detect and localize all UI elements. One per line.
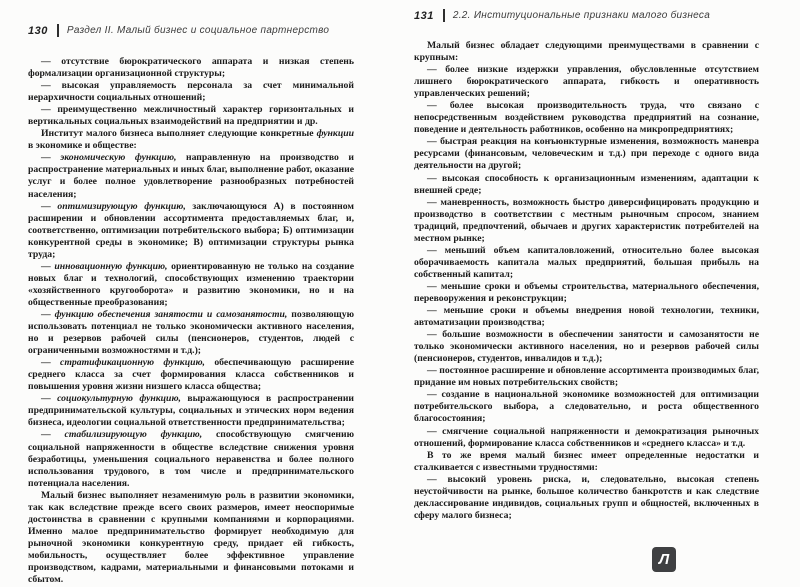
paragraph [28,56,354,80]
page-number-right: 131 [414,9,434,22]
text-run: — высокий уровень риска, и, следовательно, высокая степень неустойчивости на рынке, большое количество банкротств и как следствие деклассирование индивидов, социальных групп и общностей, включенных в сферу малого бизнеса; [414,473,759,521]
emphasized-term: стратификационную функцию, [60,357,205,369]
text-run: — более низкие издержки управления, обусловленные отсутствием лишнего бюрократического аппарата, гибкость и оперативность управленческих решений; [414,64,759,100]
text-run: — [41,393,58,405]
paragraph [28,429,354,489]
page-header-right [414,9,710,22]
text-run: обеспечивающую расширение среднего класса за счет формирования класса собственников и повышения уровня жизни низшего класса общества; [28,357,355,393]
paragraph [414,389,759,425]
text-run: — смягчение социальной напряженности и демократизация рыночных отношений, формирование класса собственников и «среднего класса» и т.д. [414,425,759,449]
emphasized-term: социокультурную функцию, [57,393,181,405]
text-run: — меньшие сроки и объемы внедрения новой технологии, техники, автоматизации производства; [414,305,759,329]
paragraph [28,309,354,357]
page-body-left [28,56,354,586]
paragraph [28,128,354,152]
paragraph [414,64,759,100]
paragraph [414,173,759,197]
text-run: — маневренность, возможность быстро диверсифицировать продукцию и производство в соответствии с местным рыночным спросом, знанием традиций, предпочтений, обычаев и других характеристик потребителей на местном рынке; [414,196,759,244]
text-run: заключающуюся А) в постоянном расширении и обновлении ассортимента предоставляемых благ, и, соответственно, оптимизации потребительского выбора; Б) оптимизации конкурентной среды в экономике; В) оптимизации структуры рынка труда; [28,200,355,260]
text-run: выражающуюся в распространении предпринимательской культуры, социальных и этических норм ведения бизнеса, идеологии социальной ответственности предпринимательства; [28,393,354,429]
text-run: — [41,357,61,369]
paragraph [414,281,759,305]
paragraph [414,365,759,389]
text-run: Малый бизнес выполняет незаменимую роль в развитии экономики, так как вследствие прежде всего своих размеров, имеет неоспоримые достоинства в сравнении с крупными компаниями и корпорациями. Именно малое предпринимательство формирует необходимую для рыночной экономики конкурентную среду, придает ей гибкость, мобильность, осуществляет более эффективное управление производством, кадрами, материальными и финансовыми потоками и сбытом. [28,489,354,586]
text-run: — высокая управляемость персонала за счет минимальной иерархичности социальных отношений; [28,80,354,104]
paragraph [28,201,354,261]
emphasized-term: инновационную функцию, [54,260,168,272]
text-run: ориентированную не только на создание новых благ и технологий, способствующих изменению траектории «хозяйственного кругооборота» и развитию экономики, но и на общественные преобразования; [28,260,355,308]
emphasized-term: оптимизирующую функцию, [57,200,186,212]
header-separator-bar [57,24,59,37]
text-run: — быстрая реакция на конъюнктурные изменения, возможность маневра ресурсами (финансовым, человеческим и т.д.) при переходе с одного вида деятельности на другой; [414,136,759,172]
text-run: — меньший объем капиталовложений, относительно более высокая оборачиваемость капитала малых предприятий, большая прибыль на собственный капитал; [414,244,759,280]
paragraph [28,490,354,586]
watermark-letter: Л [658,551,670,568]
paragraph [414,305,759,329]
text-run: — [41,200,58,212]
text-run: — меньшие сроки и объемы строительства, материального обеспечения, перевооружения и реконструкции; [414,280,759,304]
text-run: — создание в национальной экономике возможностей для оптимизации потребительского выбора, а следовательно, и роста общественного благосостояния; [414,389,759,425]
text-run: — [41,152,61,164]
text-run: — более высокая производительность труда, что связано с непосредственным воздействием руководства предприятий на сознание, поведение и деятельность работников, особенно на микропредприятиях; [414,100,759,136]
paragraph [414,329,759,365]
paragraph [414,136,759,172]
emphasized-term: функции [316,128,354,140]
page-number-left: 130 [28,24,48,37]
text-run: — высокая способность к организационным изменениям, адаптации к внешней среде; [414,172,759,196]
text-run: способствующую смягчению социальной напряженности в обществе вследствие снижения уровня безработицы, уменьшения социального неравенства и более полного использования трудового, в том числе и предпринимательского потенциала населения. [28,429,354,489]
paragraph [28,393,354,429]
text-run: позволяющую использовать потенциал не только экономически активного населения, но и резервов рабочей силы (пенсионеров, студентов, людей с ограниченными возможностями и т.д.); [28,308,354,357]
text-run: направленную на производство и распространение материальных и иных благ, выполнение работ, оказание услуг и более полное удовлетворение разнообразных потребностей населения; [28,152,354,200]
text-run: — преимущественно межличностный характер горизонтальных и вертикальных социальных взаимодействий на предприятии и др. [28,104,354,128]
watermark-logo [652,547,676,572]
paragraph [28,357,354,393]
text-run: — [41,429,65,441]
text-run: Институт малого бизнеса выполняет следующие конкретные [41,128,317,140]
emphasized-term: экономическую функцию, [60,152,177,164]
text-run: — отсутствие бюрократического аппарата и низкая степень формализации организационной структуры; [28,56,354,80]
paragraph [28,261,354,309]
page-header-left [28,24,329,37]
paragraph [414,100,759,136]
header-separator-bar [443,9,445,22]
paragraph [414,450,759,474]
text-run: Малый бизнес обладает следующими преимуществами в сравнении с крупным: [414,40,759,64]
emphasized-term: функцию обеспечения занятости и самозанятости, [54,308,288,320]
text-run: в экономике и обществе: [28,140,137,152]
paragraph [28,152,354,200]
section-title-left: Раздел II. Малый бизнес и социальное партнерство [66,25,330,36]
page-body-right [414,40,759,522]
text-run: — большие возможности в обеспечении занятости и самозанятости не только экономически активного населения, но и резервов рабочей силы (пенсионеров, студентов, инвалидов и т.д.); [414,329,759,365]
paragraph [414,426,759,450]
section-title-right: 2.2. Институциональные признаки малого бизнеса [452,10,711,21]
paragraph [414,197,759,245]
paragraph [414,474,759,522]
text-run: — постоянное расширение и обновление ассортимента производимых благ, придание им новых потребительских свойств; [414,365,759,389]
text-run: — [41,260,55,272]
paragraph [28,80,354,104]
paragraph [414,40,759,64]
paragraph [414,245,759,281]
emphasized-term: стабилизирующую функцию, [64,429,203,441]
text-run: — [41,308,55,320]
text-run: В то же время малый бизнес имеет определенные недостатки и сталкивается с известными трудностями: [414,449,759,473]
paragraph [28,104,354,128]
